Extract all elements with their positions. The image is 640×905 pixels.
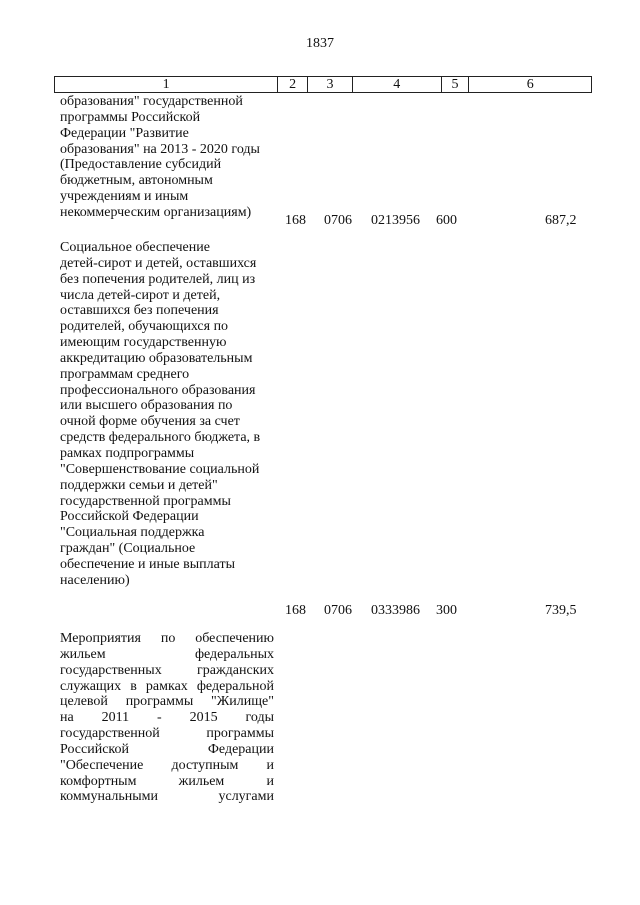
column-header-3: 3 bbox=[308, 77, 353, 92]
page-number: 1837 bbox=[306, 36, 334, 51]
row-col6: 739,5 bbox=[545, 603, 577, 618]
table-row bbox=[60, 240, 274, 589]
row-description: Социальное обеспечение детей-сирот и детей, оставшихся без попечения родителей, лиц из числа детей-сирот и детей, оставшихся без попечения родителей, обучающихся по имеющим государственную аккредитацию образовательным программам среднего профессионального образования или высшего образования по очной форме обучения за счет средств федерального бюджета, в рамках подпрограммы "Совершенствование социальной поддержки семьи и детей" государственной программы Российской Федерации "Социальная поддержка граждан" (Социальное обеспечение и иные выплаты населению) bbox=[60, 240, 261, 588]
column-header-6: 6 bbox=[526, 77, 534, 92]
row-col3: 0706 bbox=[324, 603, 352, 618]
row-col6: 687,2 bbox=[545, 213, 577, 228]
table-row bbox=[60, 631, 274, 805]
column-header-2: 2 bbox=[278, 77, 308, 92]
column-header-5: 5 bbox=[442, 77, 470, 92]
row-col4: 0333986 bbox=[371, 603, 420, 618]
column-header-4: 4 bbox=[353, 77, 442, 92]
row-col2: 168 bbox=[285, 603, 306, 618]
column-header-1: 1 bbox=[55, 77, 278, 92]
row-col5: 600 bbox=[436, 213, 457, 228]
row-col4: 0213956 bbox=[371, 213, 420, 228]
table-header bbox=[54, 76, 592, 93]
row-col3: 0706 bbox=[324, 213, 352, 228]
row-col5: 300 bbox=[436, 603, 457, 618]
row-description: Мероприятия по обеспечению жильем федеральных государственных гражданских служащих в рамках федеральной целевой программы "Жилище" на 2011 - 2015 годы государственной программы Российской Федерации "Обеспечение доступным и комфортным жильем и коммунальными услугами bbox=[60, 631, 274, 805]
row-col2: 168 bbox=[285, 213, 306, 228]
row-description: образования" государственной программы Российской Федерации "Развитие образования" на 2013 - 2020 годы (Предоставление субсидий бюджетным, автономным учреждениям и иным некоммерческим организациям) bbox=[60, 94, 260, 220]
table-row bbox=[60, 94, 274, 221]
